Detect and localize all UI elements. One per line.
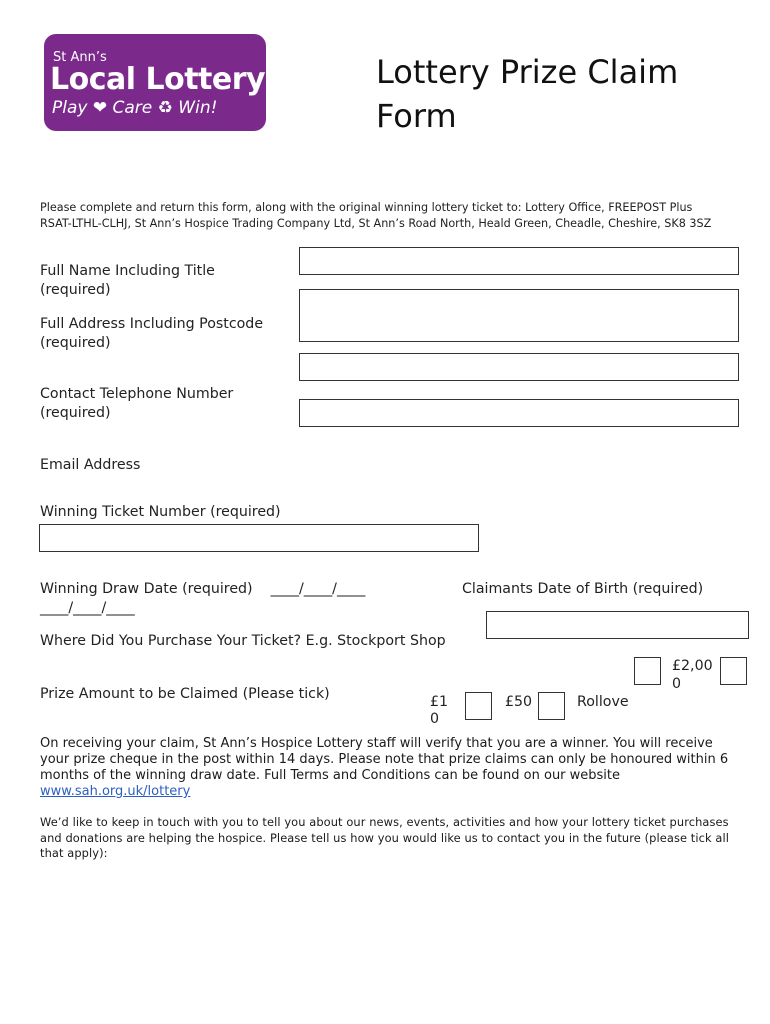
prize-option-4-checkbox[interactable] bbox=[720, 657, 747, 685]
prize-option-2-checkbox[interactable] bbox=[538, 692, 565, 720]
logo-line-3: Play ❤ Care ♻ Win! bbox=[52, 98, 218, 118]
dob-input[interactable] bbox=[486, 611, 749, 639]
prize-option-4-label-cont: 0 bbox=[672, 676, 682, 692]
full-address-input[interactable] bbox=[299, 289, 739, 342]
prize-amount-label: Prize Amount to be Claimed (Please tick) bbox=[40, 686, 330, 702]
draw-date-label: Winning Draw Date (required) ____/____/____ bbox=[40, 581, 366, 597]
verification-paragraph bbox=[40, 736, 730, 800]
email-label: Email Address bbox=[40, 457, 141, 473]
purchase-location-label: Where Did You Purchase Your Ticket? E.g. Stockport Shop bbox=[40, 633, 446, 649]
prize-option-2-label: £50 bbox=[505, 694, 533, 710]
prize-option-3-label: Rollove bbox=[577, 694, 629, 710]
logo-line-1: St Ann’s bbox=[53, 50, 107, 65]
prize-option-3-checkbox[interactable] bbox=[634, 657, 661, 685]
full-name-label: Full Name Including Title (required) bbox=[40, 263, 215, 298]
website-link[interactable]: www.sah.org.uk/lottery bbox=[40, 784, 191, 799]
prize-option-1-label-cont: 0 bbox=[430, 711, 440, 727]
telephone-label: Contact Telephone Number (required) bbox=[40, 386, 234, 421]
contact-preferences-text: We’d like to keep in touch with you to tell you about our news, events, activities and how your lottery ticket purchases and donations are helping the hospice. Please tell us how you would like us to contact you in the future (please tick all that apply): bbox=[40, 815, 730, 860]
address-line-2-input[interactable] bbox=[299, 353, 739, 381]
dob-label: Claimants Date of Birth (required) bbox=[462, 581, 704, 597]
telephone-input[interactable] bbox=[299, 399, 739, 427]
ticket-number-label: Winning Ticket Number (required) bbox=[40, 504, 281, 520]
intro-text: Please complete and return this form, along with the original winning lottery ticket to: Lottery Office, FREEPOST Plus RSAT-LTHL-CLHJ, St Ann’s Hospice Trading Company Ltd, St Ann’s Road North, Heald Green, Cheadle, Cheshire, SK8 3SZ bbox=[40, 201, 712, 230]
prize-option-1-checkbox[interactable] bbox=[465, 692, 492, 720]
full-name-input[interactable] bbox=[299, 247, 739, 275]
logo-line-2: Local Lottery bbox=[50, 62, 266, 97]
ticket-number-input[interactable] bbox=[39, 524, 479, 552]
draw-date-blanks: ____/____/____ bbox=[40, 600, 135, 616]
prize-option-1-label: £1 bbox=[430, 694, 449, 710]
full-address-label: Full Address Including Postcode (required) bbox=[40, 316, 264, 351]
prize-option-4-label: £2,00 bbox=[672, 658, 713, 674]
lottery-logo bbox=[44, 34, 266, 131]
verification-text: On receiving your claim, St Ann’s Hospice Lottery staff will verify that you are a winner. You will receive your prize cheque in the post within 14 days. Please note that prize claims can only be honoured within 6 months of the winning draw date. Full Terms and Conditions can be found on our website bbox=[40, 736, 729, 783]
page-title: Lottery Prize Claim Form bbox=[376, 53, 679, 135]
